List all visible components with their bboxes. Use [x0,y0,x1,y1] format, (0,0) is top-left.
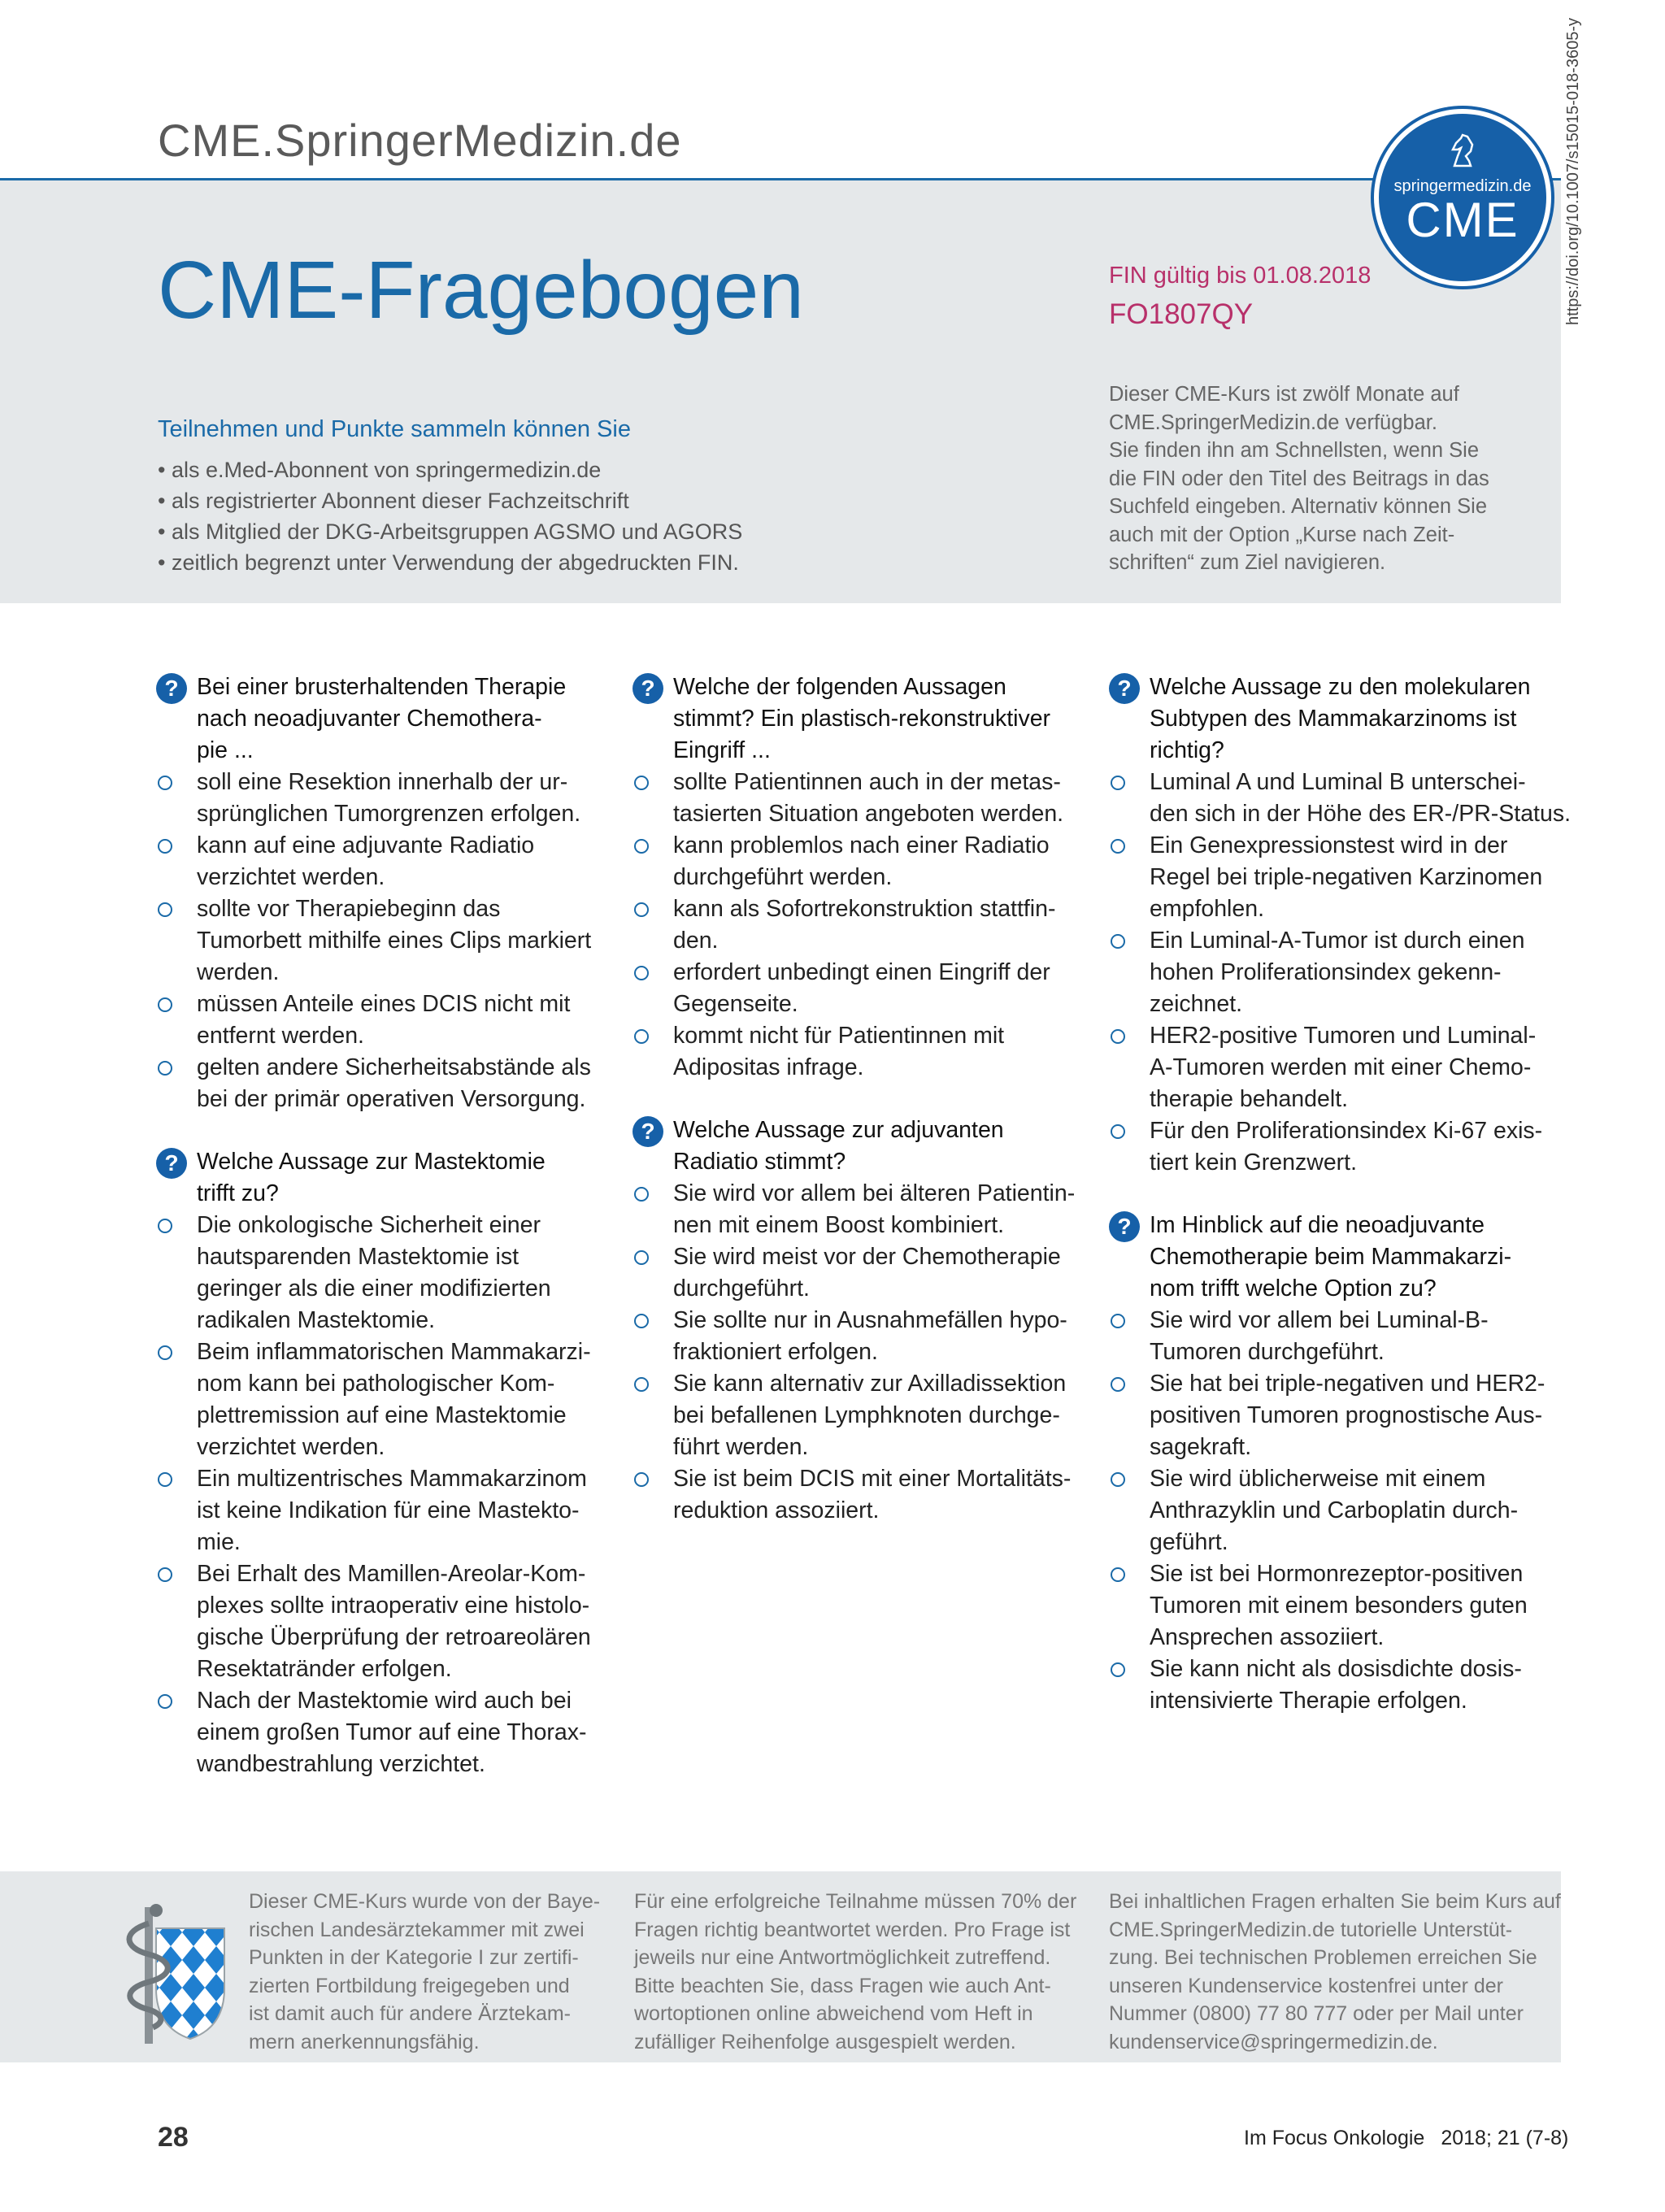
answer-option-line: mie. [197,1529,241,1555]
course-info-line: die FIN oder den Titel des Beitrags in das [1109,467,1489,490]
radio-circle-icon[interactable] [158,1567,172,1582]
answer-option-line: bei der primär operativen Versorgung. [197,1086,586,1112]
answer-option-line: entfernt werden. [197,1023,364,1049]
answer-option-line: Ein multizentrisches Mammakarzinom [197,1466,587,1492]
answer-option-line: Die onkologische Sicherheit einer [197,1212,541,1238]
answer-option[interactable] [1109,925,1564,1020]
answer-option-line: Tumorbett mithilfe eines Clips markiert [197,928,592,954]
answer-option[interactable] [1109,1654,1564,1717]
question-text [633,671,1088,767]
answer-option[interactable] [633,1463,1088,1527]
answer-option-line: kann als Sofortrekonstruktion stattfin- [673,896,1056,922]
support-email[interactable]: kundenservice@springermedizin.de. [1109,2030,1438,2053]
question-line: Welche Aussage zur adjuvanten [673,1117,1004,1143]
footer-accreditation [249,1888,606,2056]
radio-circle-icon[interactable] [634,776,649,790]
answer-option-line: führt werden. [673,1434,809,1460]
question-mark-icon: ? [1109,1211,1140,1242]
radio-circle-icon[interactable] [158,1219,172,1233]
course-info-line: CME.SpringerMedizin.de verfügbar. [1109,411,1437,434]
question-text [1109,671,1564,767]
answer-option-line: Sie kann nicht als dosisdichte dosis- [1150,1656,1522,1682]
question-block [1109,671,1571,1179]
answer-option-line: erfordert unbedingt einen Eingriff der [673,959,1050,985]
question-line: richtig? [1150,737,1224,763]
answer-option-line: fraktioniert erfolgen. [673,1339,878,1365]
journal-issue: 2018; 21 (7-8) [1441,2127,1569,2149]
participation-item: • als Mitglied der DKG-Arbeitsgruppen AGSMO und AGORS [158,519,743,544]
question-line: Chemotherapie beim Mammakarzi- [1150,1244,1512,1270]
question-text [1109,1210,1564,1305]
footer-line: rischen Landesärztekammer mit zwei [249,1918,585,1941]
question-line: Radiatio stimmt? [673,1149,846,1175]
footer-support [1109,1888,1561,2056]
answer-option-line: den sich in der Höhe des ER-/PR-Status. [1150,801,1571,827]
question-block [633,671,1088,1084]
course-info-line: Dieser CME-Kurs ist zwölf Monate auf [1109,383,1459,406]
answer-option-line: plexes sollte intraoperativ eine histolo- [197,1593,590,1619]
radio-circle-icon[interactable] [634,966,649,980]
answer-option-line: ist keine Indikation für eine Mastekto- [197,1497,580,1523]
answer-option-line: Anthrazyklin und Carboplatin durch- [1150,1497,1519,1523]
participation-item: • zeitlich begrenzt unter Verwendung der abgedruckten FIN. [158,550,739,575]
answer-option[interactable] [633,893,1088,957]
question-line: nach neoadjuvanter Chemothera- [197,706,542,732]
answer-option-line: Regel bei triple-negativen Karzinomen [1150,864,1543,890]
badge-domain: springermedizin.de [1393,177,1532,195]
course-info-line: schriften“ zum Ziel navigieren. [1109,551,1386,574]
answer-option[interactable] [633,1305,1088,1368]
answer-option-line: durchgeführt werden. [673,864,893,890]
question-block [156,671,611,1115]
question-line: trifft zu? [197,1180,279,1206]
question-block [633,1115,1088,1527]
answer-option-line: soll eine Resektion innerhalb der ur- [197,769,568,795]
answer-option[interactable] [633,830,1088,893]
radio-circle-icon[interactable] [158,776,172,790]
answer-option-line: Für den Proliferationsindex Ki-67 exis- [1150,1118,1543,1144]
answer-option-line: bei befallenen Lymphknoten durchge- [673,1402,1060,1428]
radio-circle-icon[interactable] [634,839,649,854]
participation-box [158,416,938,578]
answer-option-line: radikalen Mastektomie. [197,1307,436,1333]
radio-circle-icon[interactable] [634,902,649,917]
answer-option[interactable] [156,1685,611,1780]
answer-option-line: plettremission auf eine Mastektomie [197,1402,567,1428]
answer-option-line: Sie kann alternativ zur Axilladissektion [673,1371,1067,1397]
answer-option[interactable] [1109,1020,1564,1115]
answer-option[interactable] [633,1178,1088,1241]
answer-option-line: den. [673,928,719,954]
answer-option[interactable] [156,830,611,893]
answer-option-line: Tumoren durchgeführt. [1150,1339,1385,1365]
answer-option-line: tiert kein Grenzwert. [1150,1149,1357,1176]
answer-option-line: sagekraft. [1150,1434,1252,1460]
badge-label: CME [1406,193,1519,247]
question-block [156,1146,611,1780]
answer-option-line: Beim inflammatorischen Mammakarzi- [197,1339,591,1365]
radio-circle-icon[interactable] [158,902,172,917]
answer-option-line: verzichtet werden. [197,864,385,890]
answer-option[interactable] [1109,1558,1564,1654]
question-line: Welche Aussage zu den molekularen [1150,674,1531,700]
answer-option-line: reduktion assoziiert. [673,1497,880,1523]
radio-circle-icon[interactable] [1111,1377,1125,1392]
question-mark-icon: ? [156,673,187,704]
answer-option-line: empfohlen. [1150,896,1265,922]
question-line: pie ... [197,737,254,763]
answer-option-line: Ansprechen assoziiert. [1150,1624,1385,1650]
footer-line: unseren Kundenservice kostenfrei unter der [1109,1974,1504,1997]
answer-option-line: therapie behandelt. [1150,1086,1349,1112]
footer-line: Für eine erfolgreiche Teilnahme müssen 70% der [634,1890,1077,1913]
footer-line: Nummer (0800) 77 80 777 oder per Mail unter [1109,2002,1524,2025]
question-column-1 [156,671,611,1811]
answer-option-line: tasierten Situation angeboten werden. [673,801,1064,827]
course-info-line: auch mit der Option „Kurse nach Zeit- [1109,523,1455,546]
footer-line: zung. Bei technischen Problemen erreichen Sie [1109,1946,1537,1969]
radio-circle-icon[interactable] [1111,1472,1125,1487]
question-column-3 [1109,671,1571,1748]
answer-option[interactable] [633,1368,1088,1463]
answer-option[interactable] [156,1558,611,1685]
radio-circle-icon[interactable] [634,1472,649,1487]
answer-option[interactable] [156,1052,611,1115]
answer-option-line: müssen Anteile eines DCIS nicht mit [197,991,571,1017]
answer-option-line: HER2-positive Tumoren und Luminal- [1150,1023,1537,1049]
radio-circle-icon[interactable] [1111,839,1125,854]
answer-option-line: geführt. [1150,1529,1228,1555]
answer-option-line: werden. [197,959,280,985]
answer-option[interactable] [1109,767,1571,830]
cme-badge [1374,109,1551,286]
question-column-2 [633,671,1088,1558]
answer-option-line: gische Überprüfung der retroareolären [197,1624,591,1650]
question-text [156,671,611,767]
answer-option[interactable] [633,1020,1088,1084]
question-text [156,1146,611,1210]
fin-code: FO1807QY [1109,298,1254,330]
answer-option-line: Nach der Mastektomie wird auch bei [197,1688,572,1714]
course-info [1109,380,1491,577]
answer-option-line: Sie ist bei Hormonrezeptor-positiven [1150,1561,1524,1587]
course-info-line: Sie finden ihn am Schnellsten, wenn Sie [1109,439,1480,462]
answer-option-line: Tumoren mit einem besonders guten [1150,1593,1528,1619]
radio-circle-icon[interactable] [634,1187,649,1202]
answer-option[interactable] [156,893,611,989]
radio-circle-icon[interactable] [1111,1567,1125,1582]
answer-option[interactable] [1109,1368,1564,1463]
question-mark-icon: ? [633,1116,663,1147]
answer-option[interactable] [156,1463,611,1558]
answer-option-line: nen mit einem Boost kombiniert. [673,1212,1005,1238]
radio-circle-icon[interactable] [158,839,172,854]
page-number: 28 [158,2122,189,2153]
footer-line: CME.SpringerMedizin.de tutorielle Unterstüt- [1109,1918,1513,1941]
answer-option-line: einem großen Tumor auf eine Thorax- [197,1719,587,1745]
knight-icon [1446,132,1479,169]
answer-option[interactable] [156,1336,611,1463]
answer-option[interactable] [633,767,1088,830]
participation-title: Teilnehmen und Punkte sammeln können Sie [158,416,631,442]
answer-option-line: hautsparenden Mastektomie ist [197,1244,519,1270]
answer-option-line: kann auf eine adjuvante Radiatio [197,832,535,858]
answer-option-line: verzichtet werden. [197,1434,385,1460]
radio-circle-icon[interactable] [1111,1029,1125,1044]
answer-option-line: hohen Proliferationsindex gekenn- [1150,959,1502,985]
answer-option-line: sollte Patientinnen auch in der metas- [673,769,1061,795]
footer-line: Punkten in der Kategorie I zur zertifi- [249,1946,579,1969]
answer-option-line: Sie ist beim DCIS mit einer Mortalitäts- [673,1466,1072,1492]
footer-line: Bitte beachten Sie, dass Fragen wie auch Ant- [634,1974,1051,1997]
radio-circle-icon[interactable] [634,1250,649,1265]
answer-option-line: Sie wird vor allem bei älteren Patientin- [673,1180,1076,1206]
footer-line: zierten Fortbildung freigegeben und [249,1974,570,1997]
radio-circle-icon[interactable] [1111,1124,1125,1139]
journal-name: Im Focus Onkologie [1244,2127,1425,2149]
question-line: Welche Aussage zur Mastektomie [197,1149,546,1175]
answer-option-line: Resektatränder erfolgen. [197,1656,452,1682]
answer-option-line: Sie wird meist vor der Chemotherapie [673,1244,1061,1270]
footer-line: wortoptionen online abweichend vom Heft in [634,2002,1033,2025]
answer-option-line: Gegenseite. [673,991,798,1017]
question-line: Eingriff ... [673,737,771,763]
question-text [633,1115,1088,1178]
question-line: nom trifft welche Option zu? [1150,1275,1437,1302]
participation-item: • als registrierter Abonnent dieser Fachzeitschrift [158,489,629,513]
answer-option[interactable] [1109,1463,1564,1558]
answer-option-line: gelten andere Sicherheitsabstände als [197,1054,591,1080]
answer-option-line: sprünglichen Tumorgrenzen erfolgen. [197,801,581,827]
footer-line: mern anerkennungsfähig. [249,2030,480,2053]
footer-line: jeweils nur eine Antwortmöglichkeit zutreffend. [634,1946,1051,1969]
radio-circle-icon[interactable] [1111,934,1125,949]
answer-option-line: intensivierte Therapie erfolgen. [1150,1688,1467,1714]
question-line: Bei einer brusterhaltenden Therapie [197,674,567,700]
page-title: CME-Fragebogen [158,245,804,336]
footer-line: Dieser CME-Kurs wurde von der Baye- [249,1890,601,1913]
answer-option[interactable] [633,1241,1088,1305]
answer-option-line: Sie wird vor allem bei Luminal-B- [1150,1307,1489,1333]
answer-option[interactable] [156,1210,611,1336]
answer-option[interactable] [1109,1115,1564,1179]
radio-circle-icon[interactable] [1111,776,1125,790]
answer-option[interactable] [156,989,611,1052]
answer-option-line: kann problemlos nach einer Radiatio [673,832,1050,858]
radio-circle-icon[interactable] [1111,1662,1125,1677]
question-block [1109,1210,1564,1717]
footer-participation-rules [634,1888,1077,2056]
question-mark-icon: ? [633,673,663,704]
footer-line: zufälliger Reihenfolge ausgespielt werden. [634,2030,1016,2053]
answer-option-line: durchgeführt. [673,1275,810,1302]
answer-option[interactable] [1109,830,1564,925]
radio-circle-icon[interactable] [634,1377,649,1392]
answer-option-line: wandbestrahlung verzichtet. [197,1751,485,1777]
answer-option-line: Adipositas infrage. [673,1054,864,1080]
question-line: Subtypen des Mammakarzinoms ist [1150,706,1517,732]
radio-circle-icon[interactable] [158,1061,172,1076]
answer-option-line: geringer als die einer modifizierten [197,1275,551,1302]
participation-item: • als e.Med-Abonnent von springermedizin.de [158,458,602,482]
answer-option-line: A-Tumoren werden mit einer Chemo- [1150,1054,1532,1080]
answer-option-line: Sie wird üblicherweise mit einem [1150,1466,1486,1492]
answer-option-line: Bei Erhalt des Mamillen-Areolar-Kom- [197,1561,586,1587]
journal-citation [1244,2127,1568,2150]
fin-validity: FIN gültig bis 01.08.2018 [1109,263,1372,289]
question-mark-icon: ? [156,1148,187,1179]
course-info-line: Suchfeld eingeben. Alternativ können Sie [1109,495,1488,518]
question-line: Welche der folgenden Aussagen [673,674,1006,700]
radio-circle-icon[interactable] [158,997,172,1012]
answer-option-line: zeichnet. [1150,991,1243,1017]
radio-circle-icon[interactable] [634,1029,649,1044]
doi-link[interactable]: https://doi.org/10.1007/s15015-018-3605-y [1564,17,1582,325]
bavarian-chamber-logo [114,1891,228,2045]
radio-circle-icon[interactable] [634,1314,649,1328]
question-mark-icon: ? [1109,673,1140,704]
answer-option-line: sollte vor Therapiebeginn das [197,896,501,922]
answer-option-line: nom kann bei pathologischer Kom- [197,1371,555,1397]
answer-option-line: Sie hat bei triple-negativen und HER2- [1150,1371,1545,1397]
question-line: Im Hinblick auf die neoadjuvante [1150,1212,1485,1238]
question-line: stimmt? Ein plastisch-rekonstruktiver [673,706,1051,732]
answer-option-line: kommt nicht für Patientinnen mit [673,1023,1005,1049]
answer-option-line: Luminal A und Luminal B unterschei- [1150,769,1526,795]
answer-option-line: positiven Tumoren prognostische Aus- [1150,1402,1543,1428]
footer-line: Bei inhaltlichen Fragen erhalten Sie beim Kurs auf [1109,1890,1561,1913]
answer-option[interactable] [633,957,1088,1020]
site-title: CME.SpringerMedizin.de [158,115,682,166]
radio-circle-icon[interactable] [158,1345,172,1360]
footer-line: ist damit auch für andere Ärztekam- [249,2002,571,2025]
footer-line: Fragen richtig beantwortet werden. Pro Frage ist [634,1918,1071,1941]
radio-circle-icon[interactable] [1111,1314,1125,1328]
answer-option-line: Ein Luminal-A-Tumor ist durch einen [1150,928,1525,954]
radio-circle-icon[interactable] [158,1472,172,1487]
answer-option-line: Ein Genexpressionstest wird in der [1150,832,1508,858]
answer-option[interactable] [1109,1305,1564,1368]
answer-option[interactable] [156,767,611,830]
answer-option-line: Sie sollte nur in Ausnahmefällen hypo- [673,1307,1067,1333]
radio-circle-icon[interactable] [158,1694,172,1709]
